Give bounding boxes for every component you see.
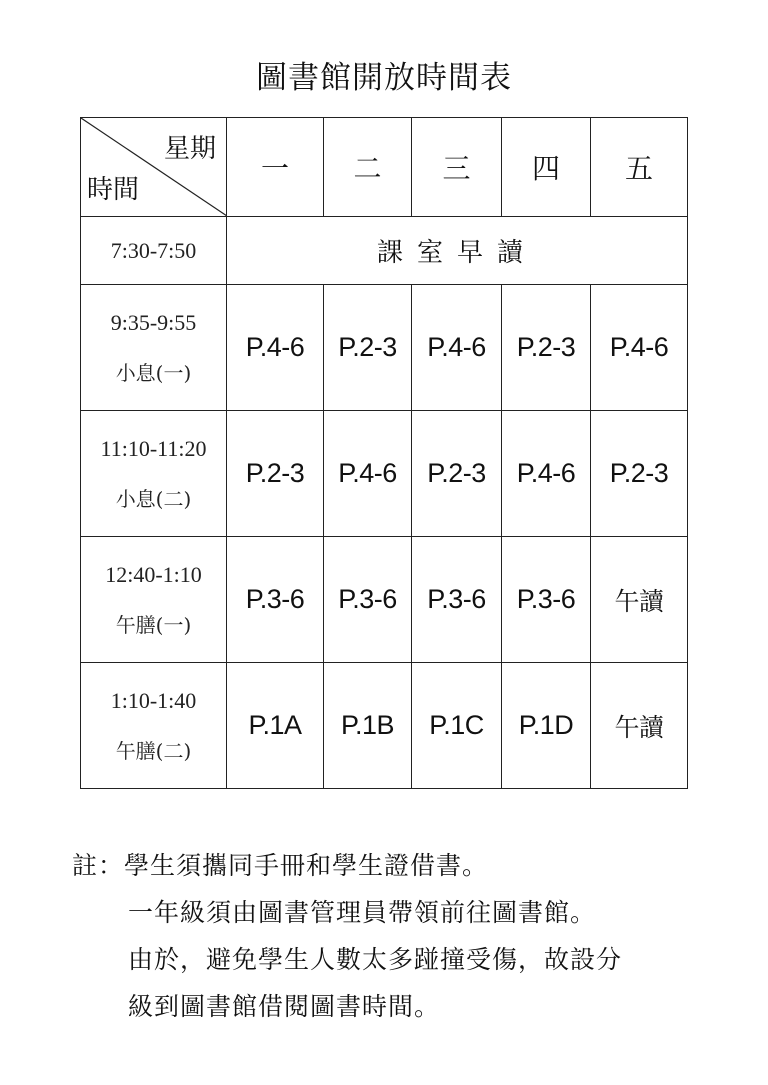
time-range: 12:40-1:10 xyxy=(105,561,202,587)
notes-section xyxy=(72,842,622,1030)
slot-cell: P.2-3 xyxy=(502,285,591,411)
note-line: 一年級須由圖書管理員帶領前往圖書館。 xyxy=(128,898,597,927)
time-range: 11:10-11:20 xyxy=(100,435,207,461)
slot-cell: P.4-6 xyxy=(502,411,591,537)
note-line: 由於，避免學生人數太多踫撞受傷，故設分 xyxy=(128,945,623,974)
slot-cell: P.2-3 xyxy=(227,411,324,537)
period-label: 午膳(二) xyxy=(115,738,192,763)
header-row xyxy=(81,118,688,217)
slot-cell: 午讀 xyxy=(591,663,688,789)
slot-cell: P.3-6 xyxy=(324,537,412,663)
slot-cell: P.1A xyxy=(227,663,324,789)
schedule-table xyxy=(80,117,688,789)
period-label: 小息(二) xyxy=(115,486,192,511)
time-cell xyxy=(81,285,227,411)
slot-cell: P.1C xyxy=(412,663,502,789)
time-cell xyxy=(81,217,227,285)
page-title: 圖書館開放時間表 xyxy=(256,60,512,96)
table-row xyxy=(81,285,688,411)
weekday-header-label: 星期 xyxy=(163,134,216,164)
corner-header-cell xyxy=(81,118,227,217)
slot-cell: P.3-6 xyxy=(227,537,324,663)
period-label: 午膳(一) xyxy=(115,612,192,637)
slot-cell: P.4-6 xyxy=(324,411,412,537)
day-header-thu: 四 xyxy=(502,118,591,217)
note-line: 級到圖書館借閱圖書時間。 xyxy=(128,992,441,1021)
morning-reading-row xyxy=(81,217,688,285)
slot-cell: P.1B xyxy=(324,663,412,789)
note-line: 註：學生須攜同手冊和學生證借書。 xyxy=(72,851,489,880)
slot-cell: P.3-6 xyxy=(412,537,502,663)
time-range: 1:10-1:40 xyxy=(110,687,197,713)
table-row xyxy=(81,537,688,663)
slot-cell: P.3-6 xyxy=(502,537,591,663)
day-header-wed: 三 xyxy=(412,118,502,217)
time-cell xyxy=(81,411,227,537)
slot-cell: P.2-3 xyxy=(324,285,412,411)
slot-cell: P.4-6 xyxy=(227,285,324,411)
time-range: 7:30-7:50 xyxy=(110,237,197,263)
slot-cell: 午讀 xyxy=(591,537,688,663)
slot-cell: P.4-6 xyxy=(412,285,502,411)
slot-cell: P.4-6 xyxy=(591,285,688,411)
time-range: 9:35-9:55 xyxy=(110,309,197,335)
time-cell xyxy=(81,663,227,789)
day-header-fri: 五 xyxy=(591,118,688,217)
morning-activity-cell: 課室早讀 xyxy=(227,217,688,285)
table-row xyxy=(81,663,688,789)
time-header-label: 時間 xyxy=(87,175,140,205)
table-row xyxy=(81,411,688,537)
slot-cell: P.1D xyxy=(502,663,591,789)
slot-cell: P.2-3 xyxy=(412,411,502,537)
day-header-mon: 一 xyxy=(227,118,324,217)
period-label: 小息(一) xyxy=(115,360,192,385)
day-header-tue: 二 xyxy=(324,118,412,217)
slot-cell: P.2-3 xyxy=(591,411,688,537)
time-cell xyxy=(81,537,227,663)
